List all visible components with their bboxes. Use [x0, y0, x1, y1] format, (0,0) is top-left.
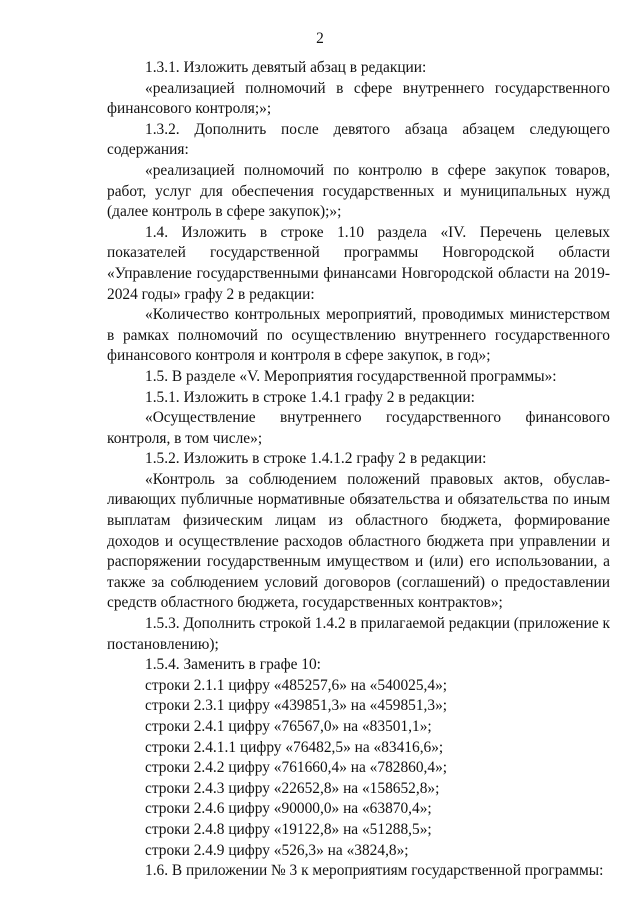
- replacement-line: строки 2.4.9 цифру «526,3» на «3824,8»;: [145, 841, 409, 859]
- paragraph: 1.5.2. Изложить в строке 1.4.1.2 графу 2 в редакции:: [145, 450, 487, 468]
- paragraph: 1.3.1. Изложить девятый абзац в редакции:: [145, 59, 427, 76]
- paragraph: «Контроль за соблюдением положений правовых актов, обуславливающих публичные нормативные обязательства и обязательства по иным выплатам физическим лицам из областного бюджета, формирование доходов и осуществление расходов областного бюджета при управлении и распоряжении государственным имуществом и (или) его использовании, а также за соблюдением условий договоров (соглашений) о предоставлении средств областного бюджета, государственных контрактов»;: [107, 470, 610, 612]
- replacement-line: строки 2.4.3 цифру «22652,8» на «158652,8»;: [145, 779, 440, 797]
- paragraph: 1.5. В разделе «V. Мероприятия государственной программы»:: [145, 367, 557, 385]
- paragraph: «Осуществление внутреннего государственного финансового контроля, в том числе»;: [107, 409, 610, 447]
- document-body: [107, 58, 610, 882]
- paragraph: 1.6. В приложении № 3 к мероприятиям государственной программы:: [145, 862, 604, 880]
- paragraph: «Количество контрольных мероприятий, проводимых министерством в рамках полномочий по осуществлению внутреннего государственного финансового контроля и контроля в сфере закупок, в год»;: [107, 306, 610, 365]
- replacement-line: строки 2.3.1 цифру «439851,3» на «459851,3»;: [145, 697, 448, 715]
- replacement-line: строки 2.4.8 цифру «19122,8» на «51288,5»;: [145, 820, 432, 838]
- paragraph: «реализацией полномочий в сфере внутреннего государственного финансового контроля;»;: [107, 79, 610, 118]
- paragraph: 1.5.4. Заменить в графе 10:: [145, 656, 321, 674]
- replacement-line: строки 2.4.2 цифру «761660,4» на «782860,4»;: [145, 759, 448, 777]
- replacement-line: строки 2.4.1 цифру «76567,0» на «83501,1»;: [145, 718, 432, 735]
- replacement-line: строки 2.1.1 цифру «485257,6» на «540025,4»;: [145, 676, 448, 694]
- paragraph: «реализацией полномочий по контролю в сфере закупок товаров, работ, услуг для обеспечения государственных и муниципальных нужд (далее контроль в сфере закупок);»;: [107, 161, 610, 221]
- paragraph: 1.4. Изложить в строке 1.10 раздела «IV. Перечень целевых показателей государственной программы Новгородской области «Управление государственными финансами Новгородской области на 2019-2024 годы» графу 2 в редакции:: [107, 223, 610, 303]
- paragraph: 1.5.1. Изложить в строке 1.4.1 графу 2 в редакции:: [145, 388, 475, 406]
- page-number: 2: [316, 30, 324, 47]
- replacement-line: строки 2.4.1.1 цифру «76482,5» на «83416,6»;: [145, 738, 444, 756]
- paragraph: 1.5.3. Дополнить строкой 1.4.2 в прилагаемой редакции (приложение к постановлению);: [107, 615, 610, 653]
- paragraph: 1.3.2. Дополнить после девятого абзаца абзацем следующего содержания:: [107, 120, 610, 159]
- replacement-line: строки 2.4.6 цифру «90000,0» на «63870,4»;: [145, 800, 432, 818]
